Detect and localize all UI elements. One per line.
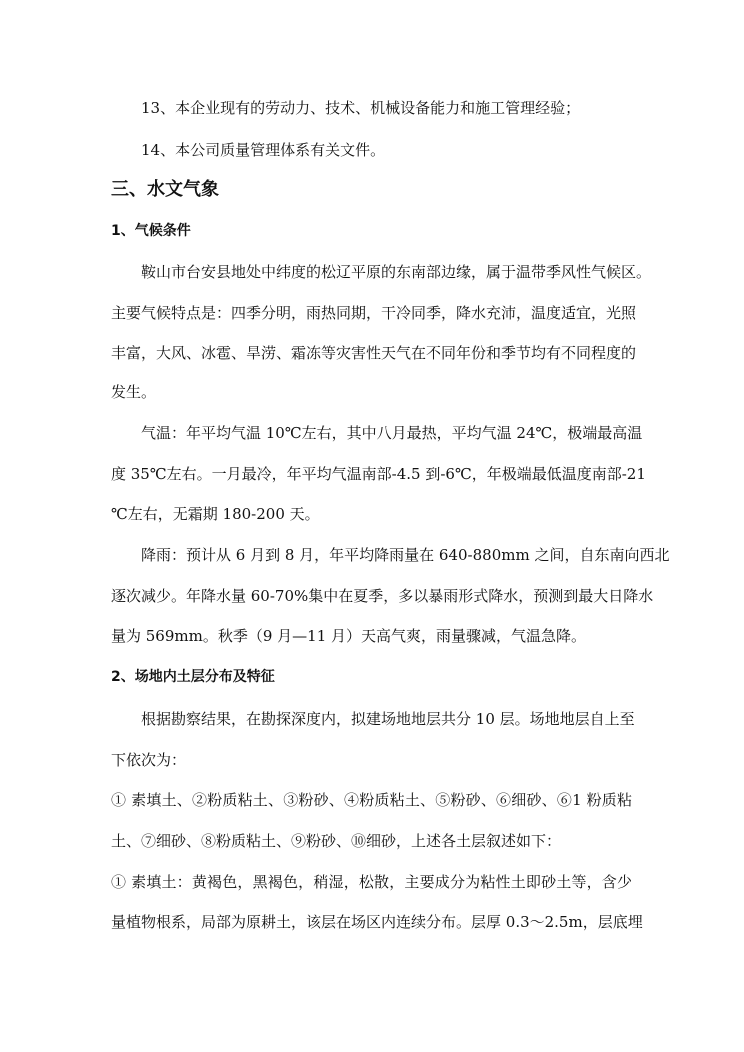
paragraph-line: 气温：年平均气温 10℃左右，其中八月最热，平均气温 24℃，极端最高温 — [141, 424, 643, 442]
paragraph-line: 根据勘察结果，在勘探深度内，拟建场地地层共分 10 层。场地地层自上至 — [141, 710, 635, 728]
paragraph-line: 量为 569mm。秋季（9 月—11 月）天高气爽，雨量骤减，气温急降。 — [111, 627, 587, 645]
paragraph-line: 土、⑦细砂、⑧粉质粘土、⑨粉砂、⑩细砂，上述各土层叙述如下： — [111, 832, 562, 850]
paragraph-line: ① 素填土、②粉质粘土、③粉砂、④粉质粘土、⑤粉砂、⑥细砂、⑥1 粉质粘 — [111, 791, 632, 809]
list-item-14: 14、本公司质量管理体系有关文件。 — [141, 141, 386, 159]
paragraph-line: 量植物根系，局部为原耕土，该层在场区内连续分布。层厚 0.3～2.5m，层底埋 — [111, 913, 643, 931]
paragraph-line: 主要气候特点是：四季分明，雨热同期，干冷同季，降水充沛，温度适宜，光照 — [111, 304, 637, 322]
subsection-heading-soil: 2、场地内土层分布及特征 — [111, 669, 275, 685]
paragraph-line: ① 素填土：黄褐色，黑褐色，稍湿，松散，主要成分为粘性土即砂土等，含少 — [111, 873, 632, 891]
paragraph-line: 丰富，大风、冰雹、旱涝、霜冻等灾害性天气在不同年份和季节均有不同程度的 — [111, 344, 637, 362]
paragraph-line: 度 35℃左右。一月最冷，年平均气温南部-4.5 到-6℃，年极端最低温度南部-21 — [111, 465, 646, 483]
paragraph-line: 发生。 — [111, 383, 157, 401]
paragraph-line: 下依次为： — [111, 751, 187, 769]
section-heading: 三、水文气象 — [111, 179, 219, 200]
paragraph-line: 逐次减少。年降水量 60-70%集中在夏季，多以暴雨形式降水，预测到最大日降水 — [111, 587, 654, 605]
paragraph-line: 鞍山市台安县地处中纬度的松辽平原的东南部边缘，属于温带季风性气候区。 — [141, 263, 652, 281]
paragraph-line: ℃左右，无霜期 180-200 天。 — [111, 505, 320, 523]
list-item-13: 13、本企业现有的劳动力、技术、机械设备能力和施工管理经验； — [141, 99, 581, 117]
subsection-heading-climate: 1、气候条件 — [111, 223, 191, 239]
paragraph-line: 降雨：预计从 6 月到 8 月，年平均降雨量在 640-880mm 之间，自东南向西北 — [141, 546, 670, 564]
